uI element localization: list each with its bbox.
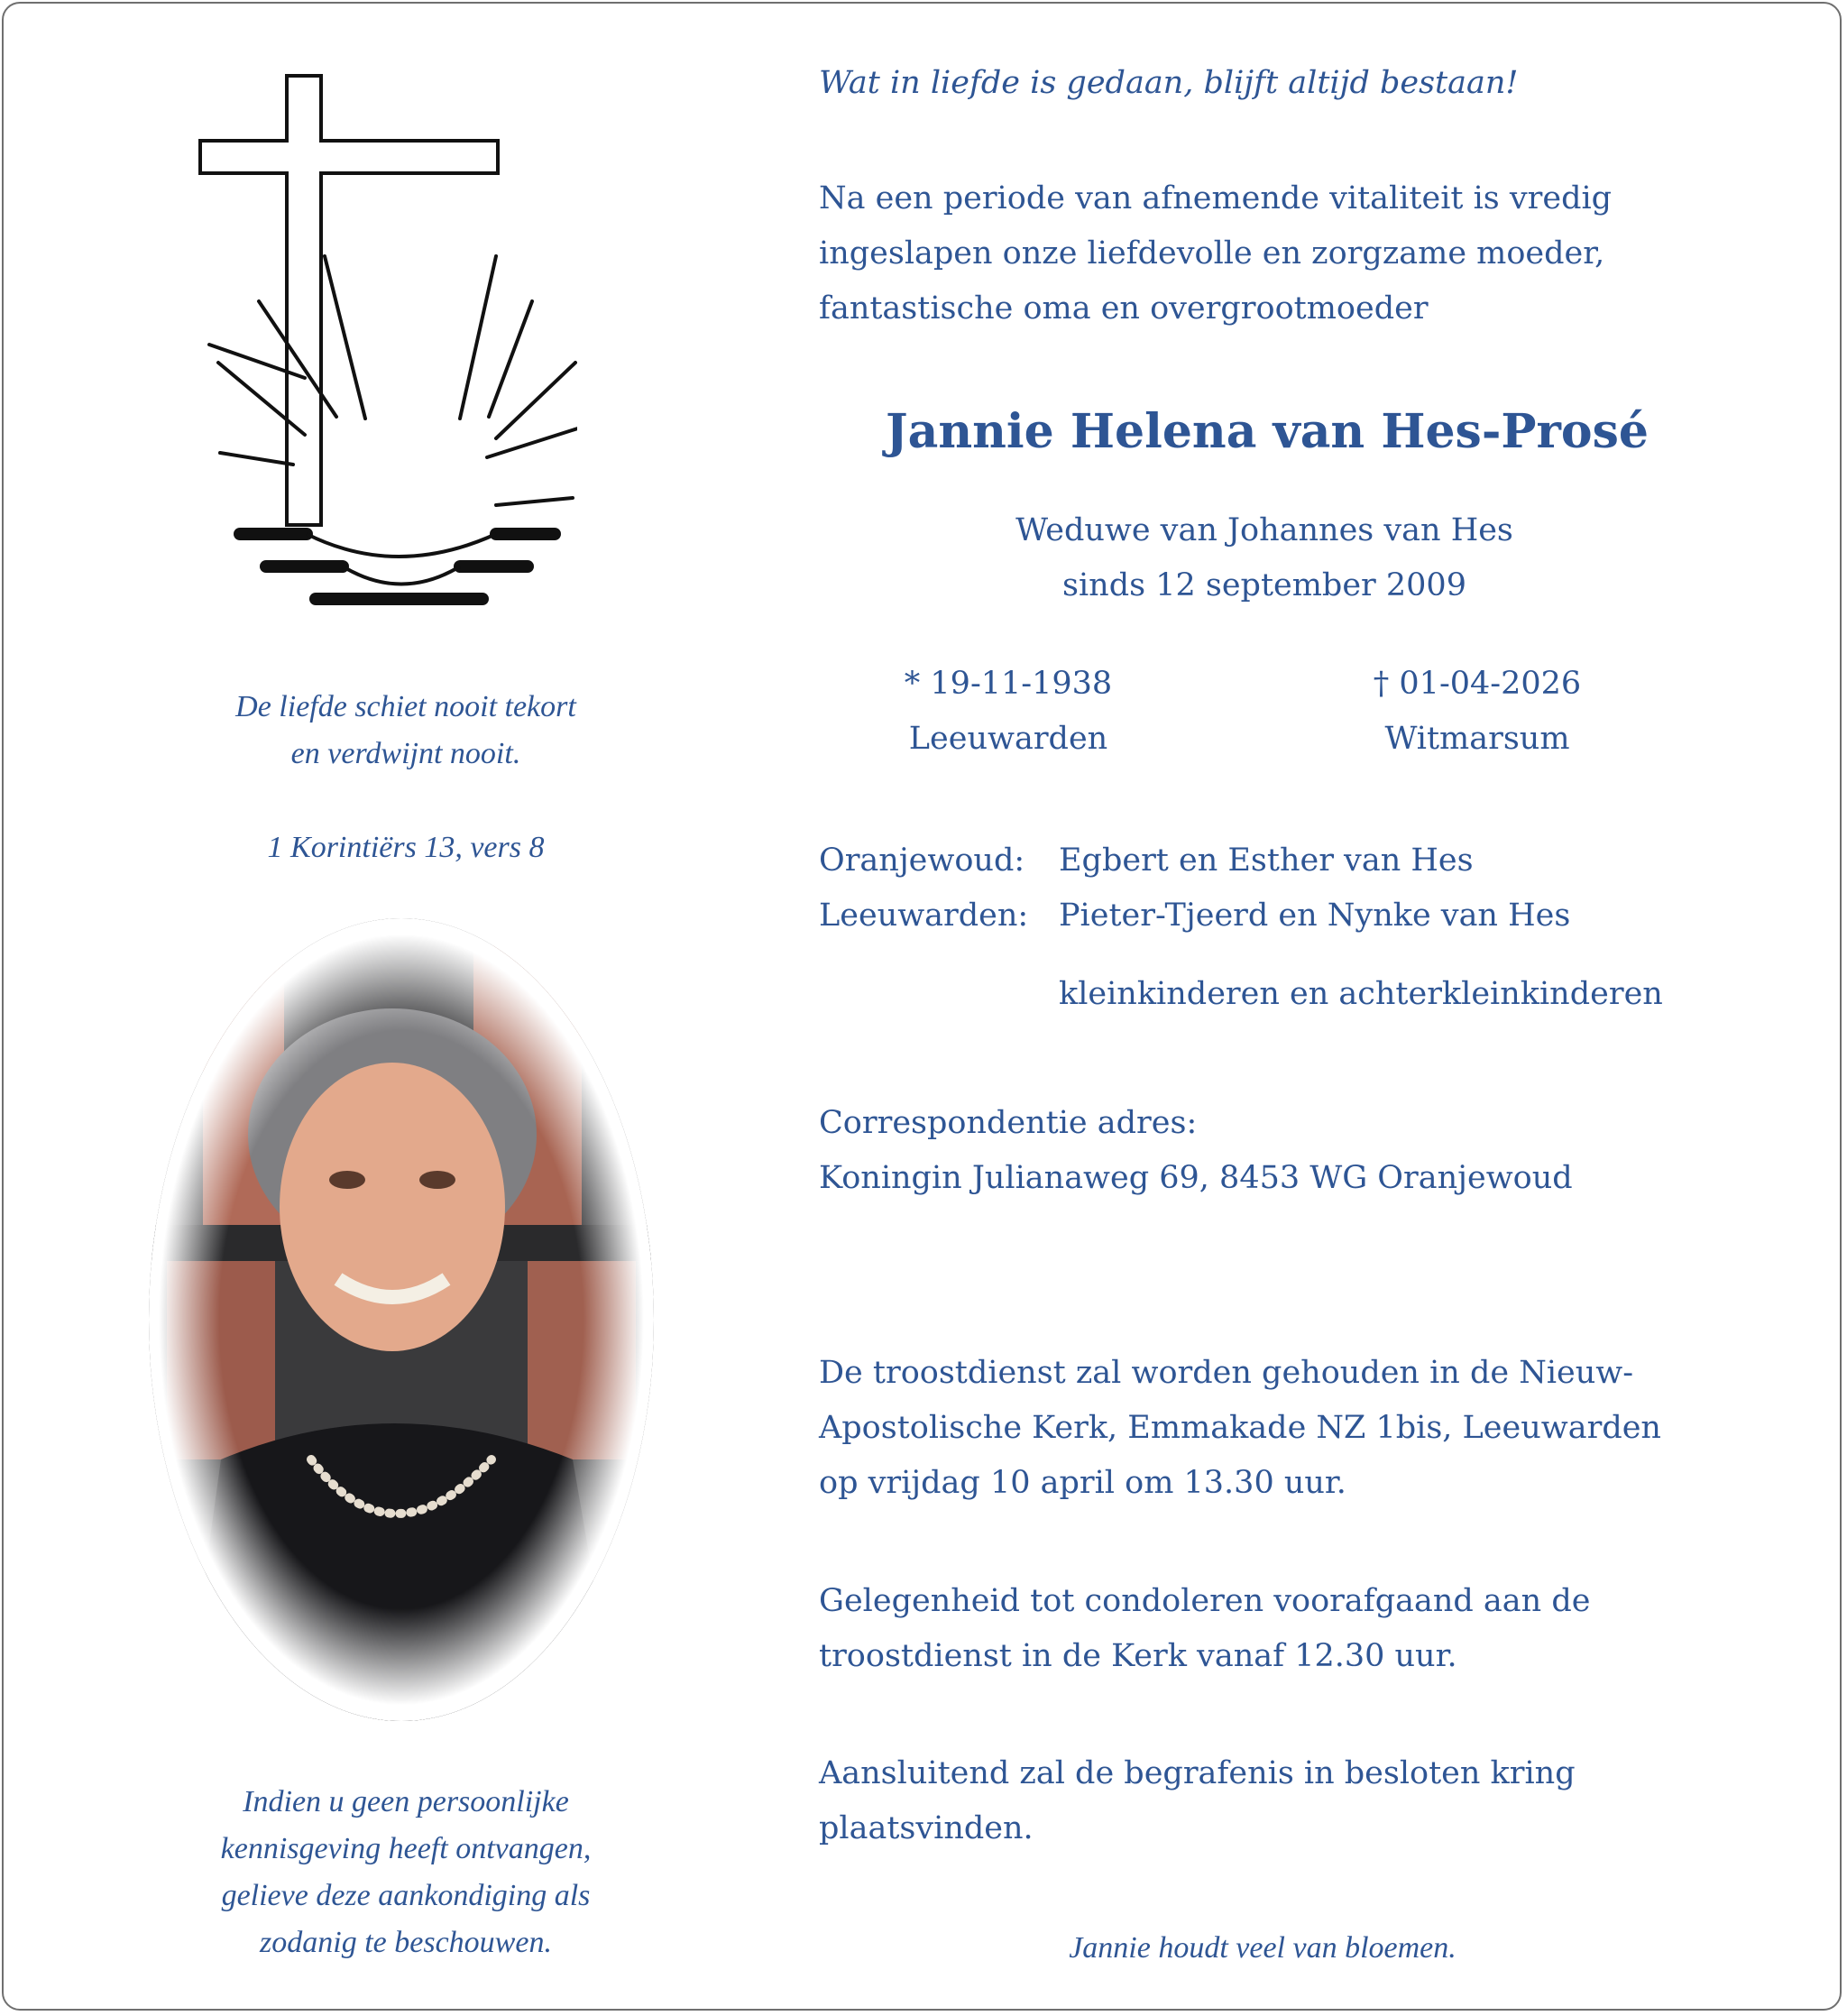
notice-line: gelieve deze aankondiging als	[221, 1879, 591, 1912]
burial-line: plaatsvinden.	[819, 1810, 1034, 1846]
portrait-photo	[149, 918, 654, 1721]
condolence-line: Gelegenheid tot condoleren voorafgaand aan de	[819, 1583, 1591, 1619]
correspondence-label: Correspondentie adres:	[819, 1105, 1198, 1141]
burial-line: Aansluitend zal de begrafenis in besloten kring	[819, 1755, 1576, 1791]
intro-line: fantastische oma en overgrootmoeder	[819, 290, 1429, 327]
birth-info	[828, 657, 1189, 767]
bible-quote	[189, 684, 622, 778]
intro-line: Na een periode van afnemende vitaliteit is vredig	[819, 180, 1613, 216]
death-place: Witmarsum	[1384, 721, 1570, 757]
birth-place: Leeuwarden	[908, 721, 1108, 757]
deceased-name: Jannie Helena van Hes-Prosé	[886, 404, 1649, 459]
family-names: Pieter-Tjeerd en Nynke van Hes	[1059, 898, 1571, 934]
widow-line: Weduwe van Johannes van Hes	[1015, 512, 1513, 548]
intro-line: ingeslapen onze liefdevolle en zorgzame moeder,	[819, 235, 1605, 272]
bible-quote-line: en verdwijnt nooit.	[290, 737, 521, 770]
condolence-line: troostdienst in de Kerk vanaf 12.30 uur.	[819, 1638, 1457, 1674]
family-row	[819, 833, 1570, 888]
condolence-info	[819, 1574, 1590, 1684]
correspondence-address: Koningin Julianaweg 69, 8453 WG Oranjewoud	[819, 1160, 1573, 1196]
bible-quote-line: De liefde schiet nooit tekort	[235, 690, 576, 723]
service-line: op vrijdag 10 april om 13.30 uur.	[819, 1465, 1346, 1501]
death-date: † 01-04-2026	[1373, 666, 1582, 702]
intro-text	[819, 171, 1612, 336]
family-names: Egbert en Esther van Hes	[1059, 842, 1474, 879]
death-info	[1297, 657, 1658, 767]
service-info	[819, 1346, 1661, 1511]
correspondence	[819, 1096, 1573, 1206]
family-list	[819, 833, 1570, 944]
family-place: Leeuwarden:	[819, 898, 1029, 934]
grandchildren: kleinkinderen en achterkleinkinderen	[1059, 976, 1663, 1012]
notice-line: kennisgeving heeft ontvangen,	[220, 1832, 592, 1865]
bible-reference: 1 Korintiërs 13, vers 8	[267, 831, 545, 864]
birth-date: * 19-11-1938	[904, 666, 1113, 702]
widow-line: sinds 12 september 2009	[1062, 567, 1466, 603]
service-line: Apostolische Kerk, Emmakade NZ 1bis, Leeuwarden	[819, 1410, 1661, 1446]
notice-text	[153, 1779, 658, 1966]
widow-info	[904, 503, 1625, 613]
cross-with-sun-rays-icon	[198, 74, 577, 615]
motto: Wat in liefde is gedaan, blijft altijd bestaan!	[819, 65, 1519, 101]
service-line: De troostdienst zal worden gehouden in de Nieuw-	[819, 1355, 1634, 1391]
flowers-note: Jannie houdt veel van bloemen.	[1069, 1931, 1456, 1965]
notice-line: Indien u geen persoonlijke	[243, 1785, 569, 1818]
family-row	[819, 888, 1570, 944]
burial-info	[819, 1746, 1576, 1856]
family-place: Oranjewoud:	[819, 842, 1025, 879]
notice-line: zodanig te beschouwen.	[260, 1926, 552, 1959]
